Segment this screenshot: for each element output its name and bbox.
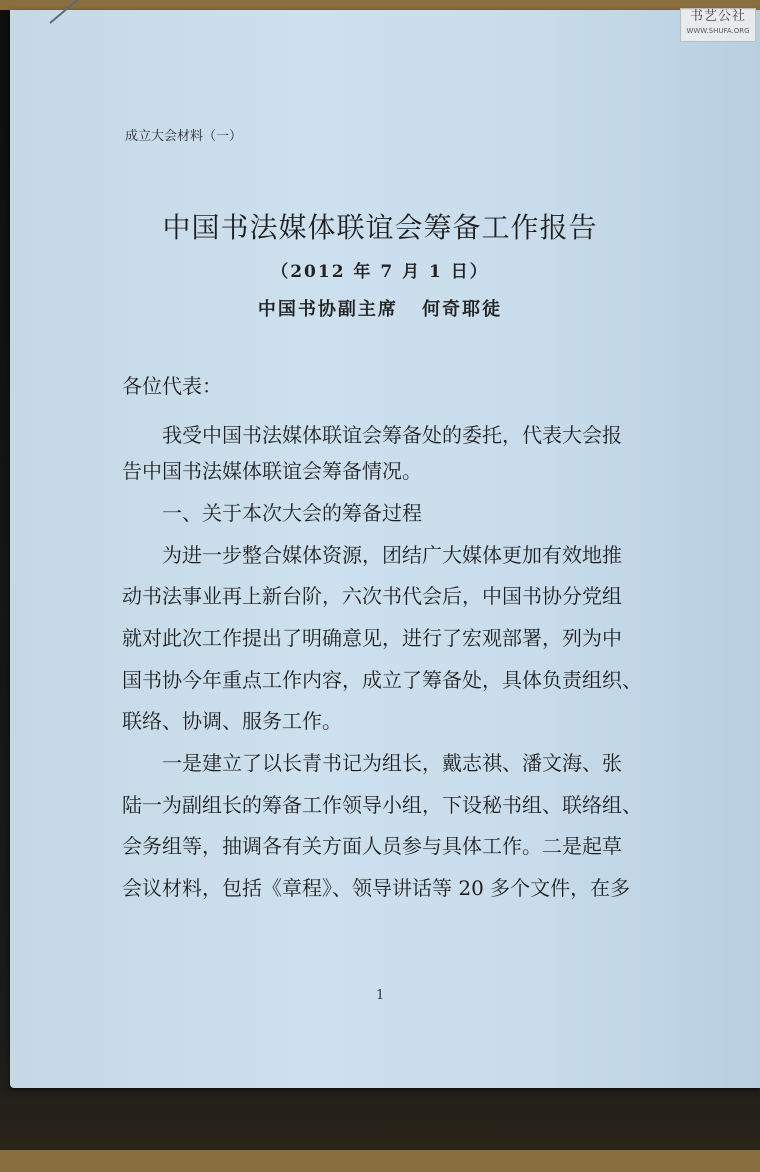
document-date: （2012 年 7 月 1 日） — [271, 262, 489, 282]
body-line: 联络、协调、服务工作。 — [122, 709, 342, 733]
watermark — [680, 8, 756, 42]
watermark-logo: 书艺公社 — [689, 9, 746, 24]
document-title: 中国书法媒体联谊会筹备工作报告 — [162, 211, 598, 244]
body-line: 动书法事业再上新台阶，六次书代会后，中国书协分党组 — [122, 584, 622, 608]
photo-frame-bottom — [0, 1150, 760, 1172]
section-heading: 一、关于本次大会的筹备过程 — [122, 501, 422, 525]
body-line: 就对此次工作提出了明确意见，进行了宏观部署，列为中 — [122, 626, 622, 650]
body-line: 为进一步整合媒体资源，团结广大媒体更加有效地推 — [122, 543, 622, 567]
body-line: 一是建立了以长青书记为组长，戴志祺、潘文海、张 — [122, 751, 622, 775]
body-line: 告中国书法媒体联谊会筹备情况。 — [122, 459, 422, 483]
body-line: 我受中国书法媒体联谊会筹备处的委托，代表大会报 — [122, 423, 622, 447]
body-line: 国书协今年重点工作内容，成立了筹备处，具体负责组织、 — [122, 668, 642, 692]
body-line: 会议材料，包括《章程》、领导讲话等 20 多个文件，在多 — [122, 876, 631, 900]
body-line: 陆一为副组长的筹备工作领导小组，下设秘书组、联络组、 — [122, 793, 642, 817]
page-number: 1 — [376, 988, 385, 1003]
watermark-url: WWW.SHUFA.ORG — [686, 27, 750, 35]
header-label: 成立大会材料（一） — [125, 129, 243, 144]
document-author: 中国书协副主席 何奇耶徒 — [257, 299, 503, 320]
salutation: 各位代表： — [122, 374, 222, 398]
photo-frame-top — [0, 0, 760, 10]
body-line: 会务组等，抽调各有关方面人员参与具体工作。二是起草 — [122, 834, 622, 858]
